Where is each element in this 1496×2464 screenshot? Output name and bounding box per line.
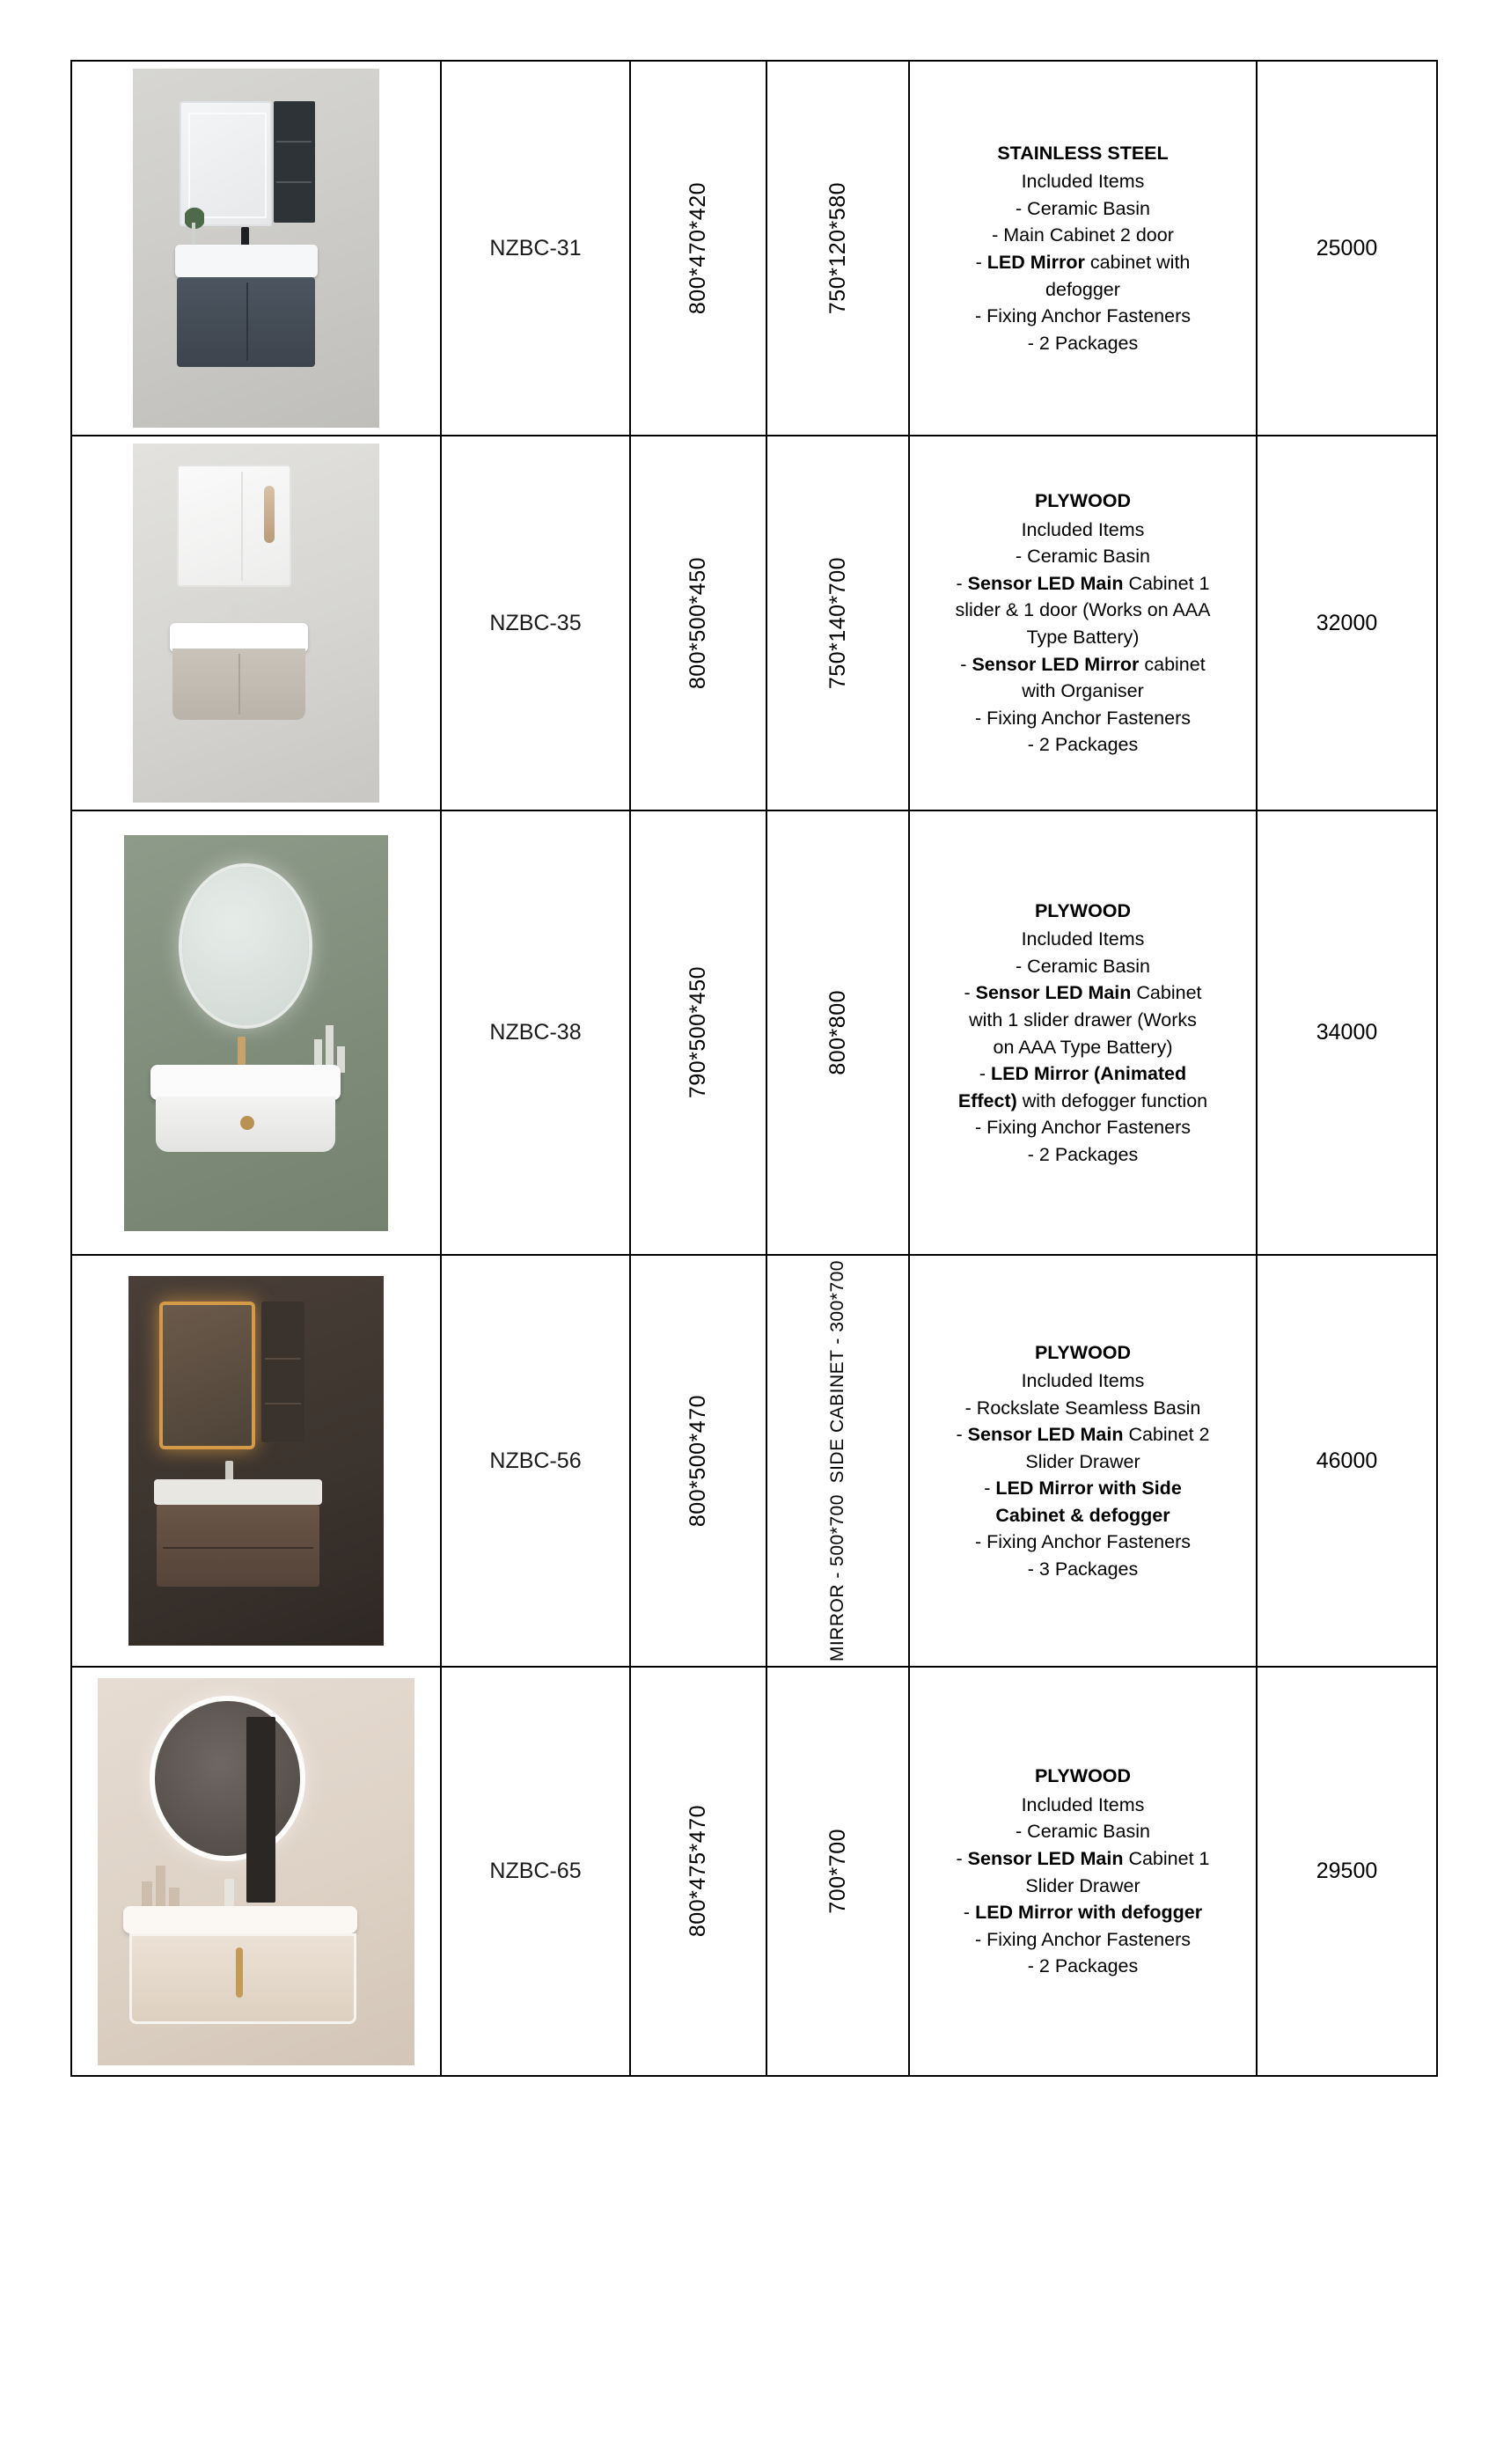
main-cabinet <box>129 1933 356 2024</box>
dimension2-value: MIRROR - 500*700 SIDE CABINET - 300*700 <box>827 1259 848 1662</box>
price-cell <box>1257 1255 1437 1667</box>
description-line: - 2 Packages <box>1027 1143 1139 1165</box>
description-line: - Sensor LED Main Cabinet 2 <box>956 1424 1210 1446</box>
product-code: NZBC-65 <box>489 1859 582 1883</box>
price-cell <box>1257 436 1437 810</box>
ceramic-basin <box>150 1065 341 1101</box>
description-cell <box>909 436 1257 810</box>
description-lines <box>910 168 1256 356</box>
product-code-cell <box>441 61 630 436</box>
mirror-strip <box>246 1717 275 1903</box>
description-line: Slider Drawer <box>1025 1450 1140 1472</box>
dimension1-cell <box>630 810 766 1255</box>
material-title: PLYWOOD <box>1034 1765 1132 1787</box>
description-line: - LED Mirror (Animated <box>979 1063 1187 1085</box>
description-line: - Ceramic Basin <box>1016 546 1150 568</box>
dimension1-cell <box>630 1255 766 1667</box>
dimension1-value: 800*500*470 <box>686 1394 711 1528</box>
product-code-cell <box>441 1667 630 2076</box>
price-cell <box>1257 810 1437 1255</box>
product-photo <box>133 69 379 428</box>
product-image-cell <box>71 810 441 1255</box>
led-mirror-cabinet <box>177 465 291 587</box>
price-cell <box>1257 1667 1437 2076</box>
description-line: defogger <box>1045 278 1120 300</box>
description-line: on AAA Type Battery) <box>993 1036 1173 1058</box>
dimension2-cell <box>766 436 909 810</box>
table-row <box>71 810 1437 1255</box>
tap-icon <box>238 1037 246 1068</box>
product-catalog-table <box>70 60 1438 2077</box>
description-line: - 3 Packages <box>1027 1558 1139 1580</box>
description-line: slider & 1 door (Works on AAA <box>955 599 1211 621</box>
dimension2-value: 750*120*580 <box>825 181 850 315</box>
description-line: Included Items <box>1021 1793 1145 1815</box>
catalog-table-body <box>71 61 1437 2076</box>
product-code-cell <box>441 436 630 810</box>
description-lines <box>910 1368 1256 1582</box>
description-line: Cabinet & defogger <box>995 1504 1170 1526</box>
product-photo <box>133 444 379 803</box>
product-code: NZBC-56 <box>489 1448 582 1473</box>
description-lines <box>910 517 1256 759</box>
dimension2-cell <box>766 810 909 1255</box>
product-image-cell <box>71 1255 441 1667</box>
description-line: - Fixing Anchor Fasteners <box>975 1928 1191 1950</box>
description-lines <box>910 1792 1256 1980</box>
description-line: - Fixing Anchor Fasteners <box>975 305 1191 327</box>
description-line: - LED Mirror cabinet with <box>975 252 1191 273</box>
dimension2-value: 750*140*700 <box>825 556 850 690</box>
material-title: PLYWOOD <box>1034 899 1132 921</box>
side-cabinet <box>261 1302 304 1442</box>
price-value: 34000 <box>1316 1020 1378 1045</box>
product-code: NZBC-38 <box>489 1020 582 1045</box>
dimension1-value: 800*470*420 <box>686 181 711 315</box>
description-line: - Ceramic Basin <box>1016 955 1150 977</box>
price-value: 32000 <box>1316 610 1378 635</box>
description-line: - 2 Packages <box>1027 332 1139 354</box>
round-led-mirror <box>182 867 309 1025</box>
description-line: - Sensor LED Main Cabinet <box>964 982 1202 1004</box>
table-row <box>71 1255 1437 1667</box>
dimension1-cell <box>630 1667 766 2076</box>
description-cell <box>909 810 1257 1255</box>
led-mirror <box>159 1302 256 1449</box>
side-shelf <box>274 101 316 224</box>
description-line: - Fixing Anchor Fasteners <box>975 707 1191 729</box>
main-cabinet <box>172 649 305 721</box>
product-image-cell <box>71 61 441 436</box>
description-line: - Fixing Anchor Fasteners <box>975 1531 1191 1553</box>
rockslate-basin <box>154 1479 322 1505</box>
table-row <box>71 436 1437 810</box>
description-line: - Main Cabinet 2 door <box>992 224 1174 246</box>
product-photo <box>98 1678 414 2065</box>
description-line: - Ceramic Basin <box>1016 1821 1150 1843</box>
price-value: 46000 <box>1316 1448 1378 1473</box>
description-line: Effect) with defogger function <box>957 1089 1208 1111</box>
description-line: - Sensor LED Main Cabinet 1 <box>956 572 1210 594</box>
ceramic-basin <box>123 1906 357 1933</box>
description-line: Included Items <box>1021 1370 1145 1392</box>
material-title: PLYWOOD <box>1034 490 1132 512</box>
dimension1-value: 800*500*450 <box>686 556 711 690</box>
material-title: PLYWOOD <box>1034 1341 1132 1363</box>
product-image-cell <box>71 436 441 810</box>
dimension1-value: 790*500*450 <box>686 966 711 1099</box>
description-cell <box>909 1667 1257 2076</box>
ceramic-basin <box>175 245 318 277</box>
table-row <box>71 61 1437 436</box>
product-photo <box>124 835 388 1231</box>
dimension2-cell <box>766 61 909 436</box>
main-cabinet <box>177 277 315 367</box>
description-line: - LED Mirror with Side <box>984 1478 1182 1500</box>
description-line: Included Items <box>1021 171 1145 193</box>
product-photo <box>128 1276 384 1646</box>
price-value: 29500 <box>1316 1859 1378 1883</box>
dimension2-cell <box>766 1667 909 2076</box>
description-lines <box>910 926 1256 1168</box>
description-line: - Ceramic Basin <box>1016 197 1150 219</box>
dimension2-value: 700*700 <box>825 1829 850 1914</box>
description-line: Type Battery) <box>1026 627 1140 648</box>
description-line: Included Items <box>1021 518 1145 540</box>
product-code: NZBC-31 <box>489 235 582 260</box>
description-line: - 2 Packages <box>1027 734 1139 756</box>
main-cabinet <box>156 1096 335 1152</box>
table-row <box>71 1667 1437 2076</box>
description-line: - LED Mirror with defogger <box>963 1902 1203 1924</box>
description-line: - Fixing Anchor Fasteners <box>975 1117 1191 1139</box>
dimension1-cell <box>630 436 766 810</box>
description-line: - Sensor LED Main Cabinet 1 <box>956 1847 1210 1869</box>
plant-decor <box>182 187 207 252</box>
product-image-cell <box>71 1667 441 2076</box>
description-line: - Rockslate Seamless Basin <box>964 1397 1201 1419</box>
dimension2-value: 800*800 <box>825 990 850 1075</box>
ceramic-basin <box>170 623 308 652</box>
material-title: STAINLESS STEEL <box>997 142 1169 164</box>
dimension2-cell <box>766 1255 909 1667</box>
description-line: - Sensor LED Mirror cabinet <box>960 653 1206 675</box>
description-line: - 2 Packages <box>1027 1955 1139 1977</box>
dimension1-cell <box>630 61 766 436</box>
main-cabinet <box>157 1505 320 1586</box>
round-led-mirror <box>155 1701 301 1856</box>
description-cell <box>909 61 1257 436</box>
price-cell <box>1257 61 1437 436</box>
product-code-cell <box>441 810 630 1255</box>
dimension1-value: 800*475*470 <box>686 1805 711 1938</box>
product-code: NZBC-35 <box>489 610 582 635</box>
description-line: with 1 slider drawer (Works <box>969 1008 1197 1030</box>
description-line: Slider Drawer <box>1025 1874 1140 1896</box>
description-line: Included Items <box>1021 928 1145 950</box>
description-line: with Organiser <box>1022 680 1144 702</box>
bottles-decor <box>142 1864 180 1910</box>
description-cell <box>909 1255 1257 1667</box>
product-code-cell <box>441 1255 630 1667</box>
price-value: 25000 <box>1316 235 1378 260</box>
